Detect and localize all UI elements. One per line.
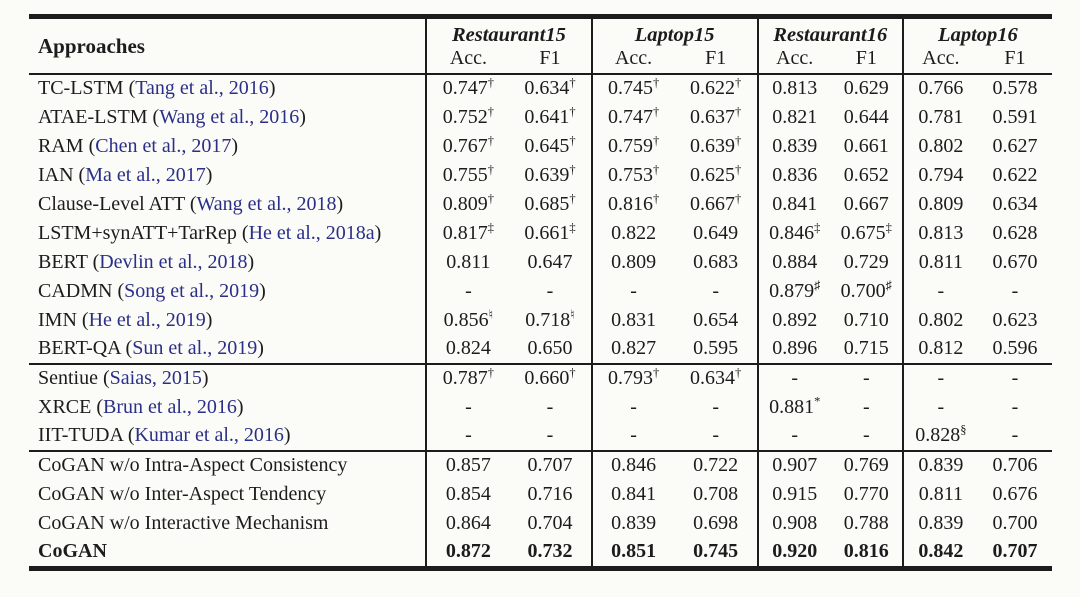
value-cell: 0.683: [693, 250, 739, 273]
value-cell: -: [862, 395, 870, 418]
citation-link[interactable]: Saias, 2015: [109, 367, 202, 389]
value-cell: 0.879♯: [758, 277, 831, 306]
method-name: CADMN: [38, 279, 113, 302]
value-cell: 0.707: [509, 451, 591, 480]
significance-marker: †: [735, 161, 742, 176]
approach-cell: XRCE (Brun et al., 2016): [38, 395, 244, 418]
method-name: TC-LSTM: [38, 77, 124, 99]
value-cell: 0.828§: [903, 422, 978, 451]
value-cell: 0.809†: [426, 190, 509, 219]
significance-marker: *: [814, 393, 821, 408]
citation-link[interactable]: Chen et al., 2017: [95, 134, 232, 157]
value-cell: 0.596: [992, 337, 1038, 359]
value-cell: 0.627: [992, 134, 1038, 157]
value-cell: 0.641†: [524, 103, 576, 128]
value-cell: -: [1011, 395, 1019, 418]
value-cell: 0.787†: [426, 364, 509, 393]
value-cell: 0.824: [426, 335, 509, 364]
value-cell: -: [1011, 279, 1019, 302]
value-cell: 0.716: [527, 482, 573, 505]
table-row: [29, 74, 1052, 103]
table-row: [29, 509, 1052, 538]
value-cell: 0.634†: [524, 75, 576, 99]
approach-cell: Clause-Level ATT (Wang et al., 2018): [38, 192, 344, 215]
value-cell: 0.788: [843, 511, 889, 534]
value-cell: 0.660†: [509, 364, 591, 393]
significance-marker: §: [960, 422, 967, 437]
value-cell: -: [1011, 424, 1019, 446]
significance-marker: †: [735, 365, 742, 380]
value-cell: 0.836: [758, 161, 831, 190]
value-cell: 0.842: [903, 538, 978, 569]
significance-marker: ♯: [885, 277, 892, 292]
significance-marker: †: [652, 75, 660, 90]
method-name: Sentiue: [38, 367, 98, 389]
value-cell: 0.675‡: [840, 219, 892, 244]
significance-marker: †: [735, 190, 742, 205]
method-name: CoGAN: [38, 540, 107, 562]
significance-marker: †: [652, 132, 660, 147]
approach-cell: [29, 538, 426, 569]
metric-header-acc: Acc.: [426, 47, 509, 74]
value-cell: 0.644: [843, 105, 889, 128]
table-row: [29, 480, 1052, 509]
value-cell: 0.802: [903, 306, 978, 335]
significance-marker: ‡: [885, 219, 892, 234]
value-cell: 0.729: [843, 250, 889, 273]
value-cell: 0.645†: [524, 132, 576, 157]
value-cell: 0.595: [693, 337, 739, 359]
value-cell: 0.781: [903, 103, 978, 132]
citation-link[interactable]: Wang et al., 2016: [159, 105, 300, 128]
group-header-restaurant15: Restaurant15: [426, 17, 591, 48]
value-cell: 0.732: [527, 540, 573, 562]
value-cell: 0.841: [758, 190, 831, 219]
method-name: LSTM+synATT+TarRep: [38, 221, 237, 244]
approach-cell: BERT-QA (Sun et al., 2019): [38, 337, 264, 359]
value-cell: 0.884: [758, 248, 831, 277]
table-row: [29, 132, 1052, 161]
approaches-column-header: Approaches: [29, 17, 426, 75]
value-cell: 0.667†: [690, 190, 742, 215]
method-name: Clause-Level ATT: [38, 192, 185, 215]
value-cell: 0.857: [426, 451, 509, 480]
citation-link[interactable]: Tang et al., 2016: [135, 77, 269, 99]
method-name: IMN: [38, 308, 77, 331]
approach-cell: ATAE-LSTM (Wang et al., 2016): [38, 105, 306, 128]
method-name: RAM: [38, 134, 84, 157]
value-cell: 0.759†: [592, 132, 675, 161]
value-cell: 0.670: [992, 250, 1038, 273]
value-cell: 0.708: [693, 482, 739, 505]
value-cell: -: [903, 364, 978, 393]
approach-cell: [29, 451, 426, 480]
value-cell: 0.622†: [690, 75, 742, 99]
approach-cell: LSTM+synATT+TarRep (He et al., 2018a): [38, 221, 382, 244]
value-cell: 0.650: [527, 337, 573, 359]
value-cell: -: [546, 395, 554, 418]
value-cell: -: [546, 279, 554, 302]
significance-marker: †: [487, 132, 495, 147]
approach-cell: CADMN (Song et al., 2019): [38, 279, 266, 302]
value-cell: -: [592, 277, 675, 306]
method-name: IIT-TUDA: [38, 424, 123, 446]
table-row: [29, 190, 1052, 219]
value-cell: 0.591: [992, 105, 1038, 128]
value-cell: 0.821: [758, 103, 831, 132]
value-cell: 0.652: [843, 163, 889, 186]
table-row: [29, 335, 1052, 364]
metric-header-f1: F1: [509, 47, 591, 74]
significance-marker: †: [569, 132, 576, 147]
value-cell: 0.864: [426, 509, 509, 538]
citation-link[interactable]: Sun et al., 2019: [132, 337, 258, 359]
value-cell: -: [831, 364, 903, 393]
significance-marker: †: [735, 132, 742, 147]
significance-marker: †: [569, 365, 576, 380]
significance-marker: ♮: [570, 306, 575, 321]
value-cell: 0.706: [978, 451, 1052, 480]
significance-marker: †: [487, 103, 495, 118]
value-cell: -: [426, 393, 509, 422]
table-row: [29, 219, 1052, 248]
significance-marker: ‡: [487, 219, 495, 234]
value-cell: 0.816: [843, 540, 889, 562]
significance-marker: ‡: [569, 219, 576, 234]
value-cell: 0.827: [592, 335, 675, 364]
value-cell: 0.710: [843, 308, 889, 331]
value-cell: 0.747†: [592, 103, 675, 132]
significance-marker: †: [569, 103, 576, 118]
table-body: [29, 74, 1052, 569]
significance-marker: ♮: [488, 306, 494, 321]
value-cell: 0.809: [903, 190, 978, 219]
value-cell: 0.753†: [592, 161, 675, 190]
value-cell: 0.755†: [426, 161, 509, 190]
value-cell: 0.707: [992, 540, 1038, 562]
significance-marker: †: [569, 75, 576, 90]
metric-header-f1: F1: [831, 47, 903, 74]
significance-marker: ♯: [814, 277, 821, 292]
value-cell: -: [592, 422, 675, 451]
method-name: CoGAN w/o Interactive Mechanism: [38, 511, 329, 534]
value-cell: 0.839: [592, 509, 675, 538]
group-header-laptop15: Laptop15: [592, 17, 758, 48]
value-cell: 0.812: [903, 335, 978, 364]
value-cell: 0.892: [758, 306, 831, 335]
value-cell: 0.637†: [690, 103, 742, 128]
value-cell: -: [903, 393, 978, 422]
value-cell: 0.915: [758, 480, 831, 509]
value-cell: 0.846‡: [758, 219, 831, 248]
approach-cell: IMN (He et al., 2019): [38, 308, 213, 331]
table-row: [29, 422, 1052, 451]
value-cell: 0.639†: [524, 161, 576, 186]
value-cell: 0.625†: [690, 161, 742, 186]
group-header-row: [29, 17, 1052, 48]
significance-marker: †: [487, 365, 495, 380]
metric-header-acc: Acc.: [592, 47, 675, 74]
results-table: [29, 14, 1052, 571]
value-cell: 0.766: [903, 74, 978, 103]
value-cell: 0.839: [758, 132, 831, 161]
value-cell: 0.745†: [592, 74, 675, 103]
value-cell: 0.722: [675, 451, 758, 480]
method-name: BERT: [38, 250, 88, 273]
value-cell: 0.747†: [426, 74, 509, 103]
value-cell: 0.676: [992, 482, 1038, 505]
table-row: [29, 277, 1052, 306]
value-cell: 0.802: [903, 132, 978, 161]
value-cell: 0.704: [527, 511, 573, 534]
table-row: [29, 248, 1052, 277]
value-cell: -: [758, 364, 831, 393]
approach-cell: IAN (Ma et al., 2017): [38, 163, 213, 186]
table-row: [29, 538, 1052, 569]
citation-link[interactable]: He et al., 2019: [88, 308, 206, 331]
value-cell: 0.846: [592, 451, 675, 480]
method-name: BERT-QA: [38, 337, 121, 359]
value-cell: 0.654: [693, 308, 739, 331]
value-cell: 0.715: [843, 337, 889, 359]
value-cell: 0.629: [843, 77, 889, 99]
value-cell: 0.634: [992, 192, 1038, 215]
citation-link[interactable]: Song et al., 2019: [124, 279, 260, 302]
value-cell: 0.745: [693, 540, 739, 562]
significance-marker: †: [487, 161, 495, 176]
metric-header-f1: F1: [978, 47, 1052, 74]
value-cell: -: [426, 277, 509, 306]
value-cell: 0.851: [592, 538, 675, 569]
metric-header-f1: F1: [675, 47, 758, 74]
approach-cell: IIT-TUDA (Kumar et al., 2016): [38, 424, 291, 446]
value-cell: 0.908: [758, 509, 831, 538]
value-cell: 0.817‡: [426, 219, 509, 248]
value-cell: 0.813: [758, 74, 831, 103]
group-header-restaurant16: Restaurant16: [758, 17, 903, 48]
value-cell: 0.685†: [524, 190, 576, 215]
value-cell: 0.628: [992, 221, 1038, 244]
value-cell: 0.854: [426, 480, 509, 509]
citation-link[interactable]: He et al., 2018a: [248, 221, 375, 244]
citation-link[interactable]: Devlin et al., 2018: [99, 250, 248, 273]
value-cell: 0.661: [843, 134, 889, 157]
value-cell: 0.667: [843, 192, 889, 215]
significance-marker: †: [652, 161, 660, 176]
value-cell: 0.831: [592, 306, 675, 335]
value-cell: 0.856♮: [426, 306, 509, 335]
citation-link[interactable]: Wang et al., 2018: [196, 192, 337, 215]
value-cell: -: [592, 393, 675, 422]
value-cell: 0.649: [693, 221, 739, 244]
citation-link[interactable]: Kumar et al., 2016: [134, 424, 284, 446]
group-header-laptop16: Laptop16: [903, 17, 1052, 48]
value-cell: 0.718♮: [525, 306, 575, 331]
value-cell: -: [862, 424, 870, 446]
value-cell: 0.752†: [426, 103, 509, 132]
significance-marker: †: [735, 103, 742, 118]
value-cell: 0.839: [903, 509, 978, 538]
metric-header-acc: Acc.: [758, 47, 831, 74]
approach-cell: TC-LSTM (Tang et al., 2016): [38, 77, 276, 99]
significance-marker: †: [652, 190, 660, 205]
approach-cell: Sentiue (Saias, 2015): [29, 364, 426, 393]
value-cell: 0.907: [758, 451, 831, 480]
significance-marker: ‡: [814, 219, 821, 234]
value-cell: 0.647: [527, 250, 573, 273]
value-cell: 0.794: [903, 161, 978, 190]
value-cell: 0.769: [831, 451, 903, 480]
citation-link[interactable]: Brun et al., 2016: [103, 395, 237, 418]
value-cell: 0.881*: [758, 393, 831, 422]
table-row: [29, 451, 1052, 480]
value-cell: 0.811: [903, 480, 978, 509]
value-cell: 0.809: [592, 248, 675, 277]
value-cell: 0.896: [758, 335, 831, 364]
significance-marker: †: [487, 190, 495, 205]
value-cell: 0.813: [903, 219, 978, 248]
value-cell: 0.793†: [592, 364, 675, 393]
value-cell: 0.698: [693, 511, 739, 534]
approach-cell: [29, 480, 426, 509]
value-cell: -: [712, 424, 719, 446]
value-cell: -: [426, 422, 509, 451]
significance-marker: †: [569, 190, 576, 205]
value-cell: -: [712, 395, 719, 418]
significance-marker: †: [652, 365, 660, 380]
value-cell: 0.661‡: [524, 219, 576, 244]
value-cell: -: [903, 277, 978, 306]
value-cell: 0.822: [592, 219, 675, 248]
value-cell: 0.639†: [690, 132, 742, 157]
value-cell: 0.623: [992, 308, 1038, 331]
value-cell: 0.700♯: [840, 277, 892, 302]
value-cell: 0.920: [758, 538, 831, 569]
value-cell: 0.811: [426, 248, 509, 277]
method-name: CoGAN w/o Inter-Aspect Tendency: [38, 482, 327, 505]
value-cell: 0.700: [992, 511, 1038, 534]
value-cell: 0.839: [903, 451, 978, 480]
method-name: CoGAN w/o Intra-Aspect Consistency: [38, 454, 348, 476]
table-header: [29, 17, 1052, 75]
significance-marker: †: [735, 75, 742, 90]
table-row: [29, 393, 1052, 422]
table-row: [29, 103, 1052, 132]
significance-marker: †: [487, 75, 495, 90]
significance-marker: †: [569, 161, 576, 176]
table-row: [29, 364, 1052, 393]
metric-header-acc: Acc.: [903, 47, 978, 74]
value-cell: -: [546, 424, 554, 446]
value-cell: 0.578: [992, 77, 1038, 99]
table-row: [29, 161, 1052, 190]
method-name: XRCE: [38, 395, 92, 418]
approach-cell: BERT (Devlin et al., 2018): [38, 250, 255, 273]
value-cell: 0.811: [903, 248, 978, 277]
value-cell: 0.767†: [426, 132, 509, 161]
significance-marker: †: [652, 103, 660, 118]
value-cell: 0.872: [426, 538, 509, 569]
value-cell: 0.841: [592, 480, 675, 509]
method-name: ATAE-LSTM: [38, 105, 148, 128]
approach-cell: RAM (Chen et al., 2017): [38, 134, 239, 157]
approach-cell: [29, 509, 426, 538]
value-cell: 0.770: [843, 482, 889, 505]
value-cell: 0.622: [992, 163, 1038, 186]
value-cell: -: [978, 364, 1052, 393]
table-row: [29, 306, 1052, 335]
value-cell: 0.816†: [592, 190, 675, 219]
value-cell: -: [758, 422, 831, 451]
value-cell: -: [712, 279, 719, 302]
method-name: IAN: [38, 163, 74, 186]
citation-link[interactable]: Ma et al., 2017: [85, 163, 206, 186]
value-cell: 0.634†: [675, 364, 758, 393]
